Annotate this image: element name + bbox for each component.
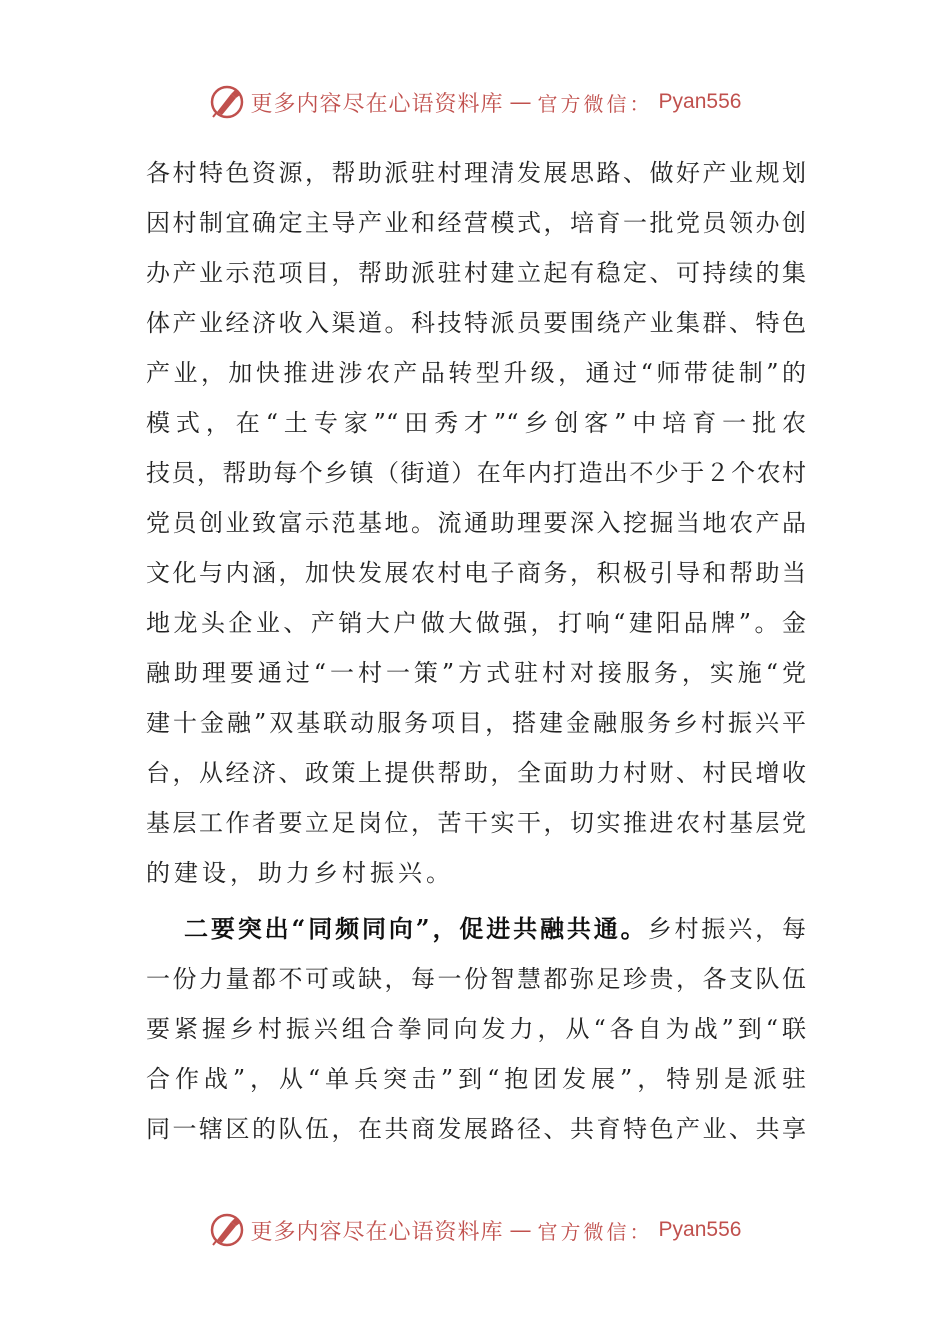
watermark-separator: — — [509, 89, 532, 115]
pen-nib-icon — [209, 84, 245, 120]
text-line: 一份力量都不可或缺，每一份智慧都弥足珍贵，各支队伍 — [146, 965, 806, 993]
watermark-separator: — — [509, 1217, 532, 1243]
watermark-site-text: 更多内容尽在心语资料库 — [250, 1219, 504, 1245]
text-line: 产业，加快推进涉农产品转型升级，通过“师带徒制”的 — [146, 359, 806, 387]
text-line: 的建设，助力乡村振兴。 — [146, 859, 454, 887]
watermark-footer — [0, 1208, 950, 1252]
text-line: 模式，在“土专家”“田秀才”“乡创客”中培育一批农 — [146, 409, 806, 437]
text-line: 要紧握乡村振兴组合拳同向发力，从“各自为战”到“联 — [146, 1015, 806, 1043]
text-line: 文化与内涵，加快发展农村电子商务，积极引导和帮助当 — [146, 559, 806, 587]
watermark-wechat-label: 官方微信： — [537, 91, 653, 116]
pen-nib-icon — [209, 1212, 245, 1248]
text-line: 台，从经济、政策上提供帮助，全面助力村财、村民增收 — [146, 759, 806, 787]
paragraph-2-heading: 二要突出“同频同向”，促进共融共通。 — [184, 914, 648, 943]
text-line: 因村制宜确定主导产业和经营模式，培育一批党员领办创 — [146, 209, 806, 237]
document-body — [146, 148, 806, 1154]
watermark-site-text: 更多内容尽在心语资料库 — [250, 91, 504, 117]
watermark-wechat-id: Pyan556 — [658, 1218, 742, 1241]
paragraph-2 — [146, 904, 806, 1154]
paragraph-2-first-line — [146, 904, 806, 954]
text-line: 基层工作者要立足岗位，苦干实干，切实推进农村基层党 — [146, 809, 806, 837]
watermark-header — [0, 80, 950, 124]
watermark-wechat-id: Pyan556 — [658, 90, 742, 113]
text-line: 合作战”，从“单兵突击”到“抱团发展”，特别是派驻 — [146, 1065, 806, 1093]
text-line: 党员创业致富示范基地。流通助理要深入挖掘当地农产品 — [146, 509, 806, 537]
text-line: 技员，帮助每个乡镇（街道）在年内打造出不少于２个农村 — [146, 459, 806, 487]
paragraph-2-lead-text: 乡村振兴，每 — [647, 915, 807, 943]
text-line: 融助理要通过“一村一策”方式驻村对接服务，实施“党 — [146, 659, 806, 687]
paragraph-1 — [146, 148, 806, 898]
text-line: 办产业示范项目，帮助派驻村建立起有稳定、可持续的集 — [146, 259, 806, 287]
text-line: 体产业经济收入渠道。科技特派员要围绕产业集群、特色 — [146, 309, 806, 337]
watermark-wechat-label: 官方微信： — [537, 1219, 653, 1244]
text-line: 同一辖区的队伍，在共商发展路径、共育特色产业、共享 — [146, 1115, 806, 1143]
text-line: 地龙头企业、产销大户做大做强，打响“建阳品牌”。金 — [146, 609, 806, 637]
text-line: 各村特色资源，帮助派驻村理清发展思路、做好产业规划 — [146, 159, 806, 187]
text-line: 建十金融”双基联动服务项目，搭建金融服务乡村振兴平 — [146, 709, 806, 737]
